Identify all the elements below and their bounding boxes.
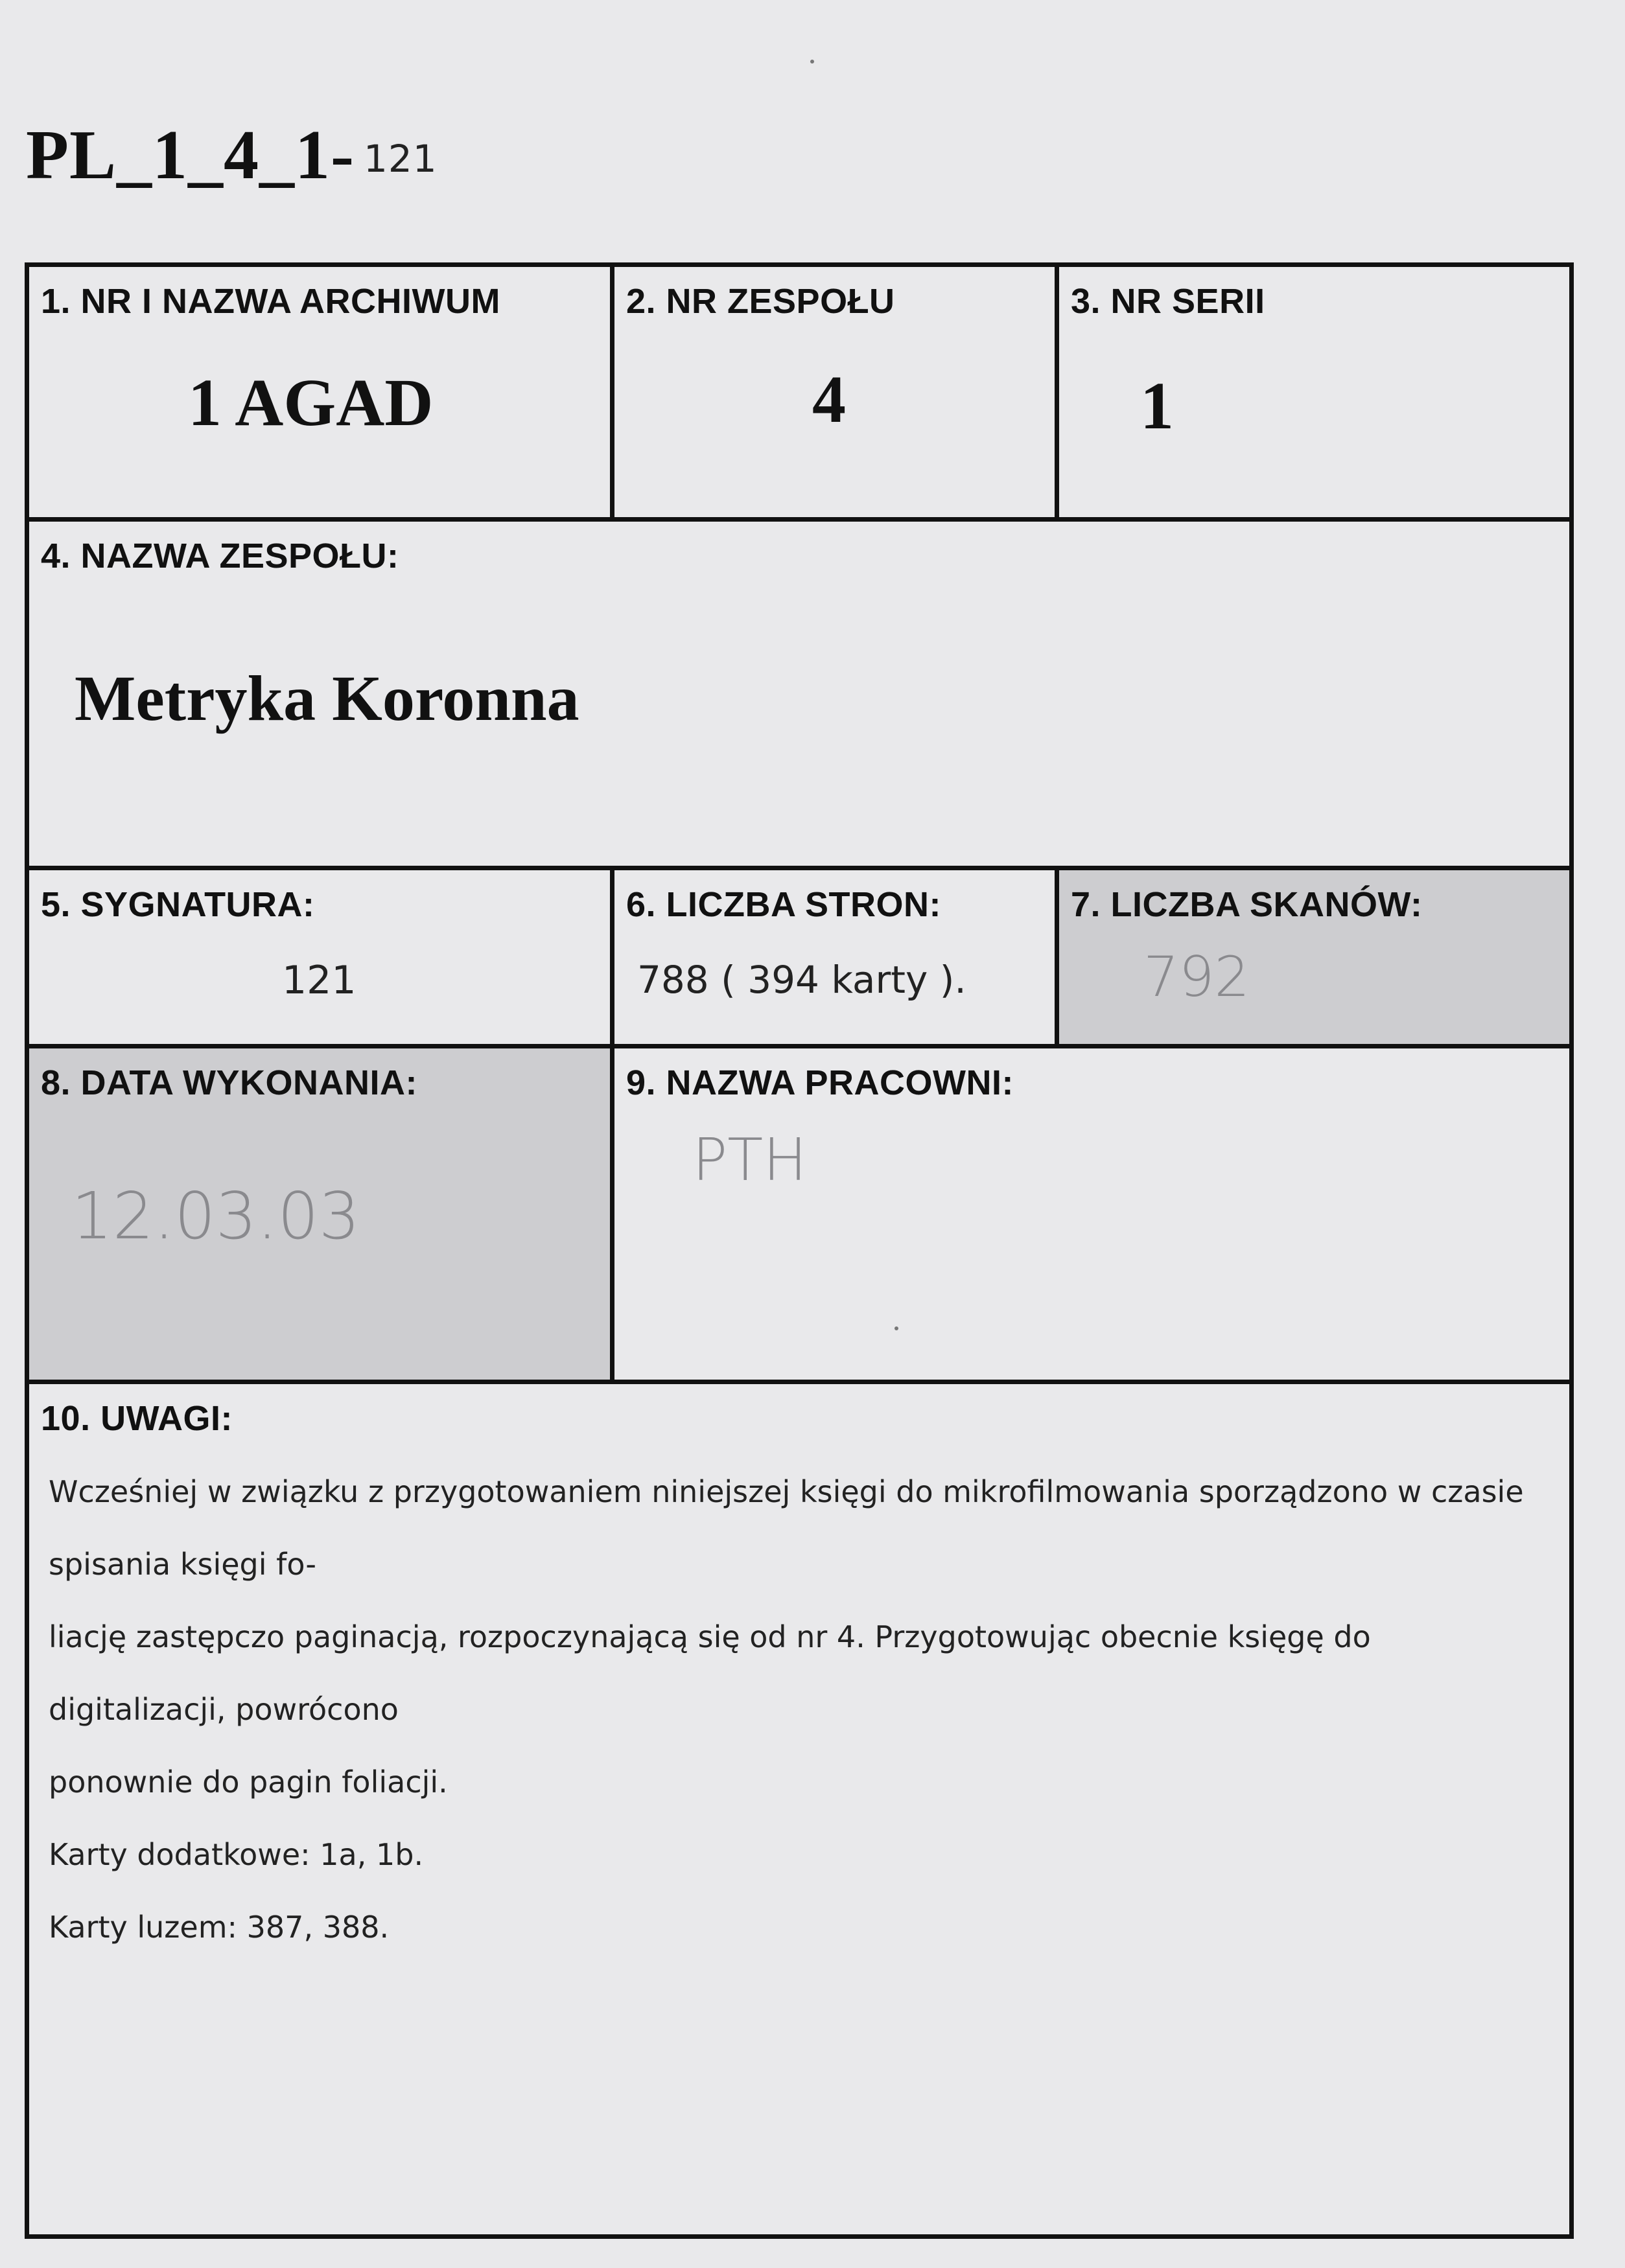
- field-skany: [1055, 866, 1574, 1048]
- field-archiwum-value: 1 AGAD: [188, 365, 434, 440]
- metadata-form: [25, 262, 1574, 2239]
- field-strony: [610, 866, 1059, 1048]
- field-seria: [1055, 262, 1574, 522]
- field-strony-value: 788 ( 394 karty ).: [637, 958, 966, 1002]
- paper-speck: [810, 60, 814, 64]
- field-pracownia-value: PTH: [692, 1126, 807, 1194]
- field-seria-label: 3. NR SERII: [1071, 282, 1265, 321]
- field-skany-value: 792: [1143, 945, 1250, 1010]
- paper-speck: [894, 1326, 898, 1330]
- field-zespol-nr-value: 4: [812, 362, 846, 437]
- field-uwagi-label: 10. UWAGI:: [41, 1399, 233, 1438]
- field-archiwum-label: 1. NR I NAZWA ARCHIWUM: [41, 282, 500, 321]
- field-data-value: 12.03.03: [71, 1178, 360, 1254]
- field-zespol-nr-label: 2. NR ZESPOŁU: [626, 282, 895, 321]
- uwagi-notes: [49, 1455, 1543, 1963]
- field-archiwum: [25, 262, 614, 522]
- uwagi-line: Wcześniej w związku z przygotowaniem niniejszej księgi do mikrofilmowania sporządzono w czasie spisania księgi fo-: [49, 1474, 1524, 1582]
- field-sygnatura-label: 5. SYGNATURA:: [41, 885, 315, 924]
- field-pracownia: [610, 1044, 1574, 1384]
- document-code: [26, 115, 438, 196]
- uwagi-line: Karty dodatkowe: 1a, 1b.: [49, 1837, 424, 1872]
- field-zespol-nazwa-value: Metryka Koronna: [75, 662, 579, 734]
- uwagi-line: liację zastępczo paginacją, rozpoczynającą się od nr 4. Przygotowując obecnie księgę do digitalizacji, powrócono: [49, 1619, 1371, 1727]
- field-data-label: 8. DATA WYKONANIA:: [41, 1063, 417, 1102]
- field-data: [25, 1044, 614, 1384]
- field-zespol-nr: [610, 262, 1059, 522]
- document-code-printed: PL_1_4_1-: [26, 117, 355, 194]
- field-sygnatura-value: 121: [282, 958, 357, 1003]
- field-seria-value: 1: [1140, 369, 1174, 443]
- field-zespol-nazwa: [25, 517, 1574, 870]
- uwagi-line: ponownie do pagin foliacji.: [49, 1765, 448, 1799]
- field-sygnatura: [25, 866, 614, 1048]
- field-strony-label: 6. LICZBA STRON:: [626, 885, 941, 924]
- document-code-handwritten: 121: [363, 137, 438, 181]
- uwagi-line: Karty luzem: 387, 388.: [49, 1910, 390, 1945]
- field-uwagi: [25, 1380, 1574, 2239]
- field-pracownia-label: 9. NAZWA PRACOWNI:: [626, 1063, 1014, 1102]
- field-zespol-nazwa-label: 4. NAZWA ZESPOŁU:: [41, 537, 399, 575]
- field-skany-label: 7. LICZBA SKANÓW:: [1071, 885, 1423, 924]
